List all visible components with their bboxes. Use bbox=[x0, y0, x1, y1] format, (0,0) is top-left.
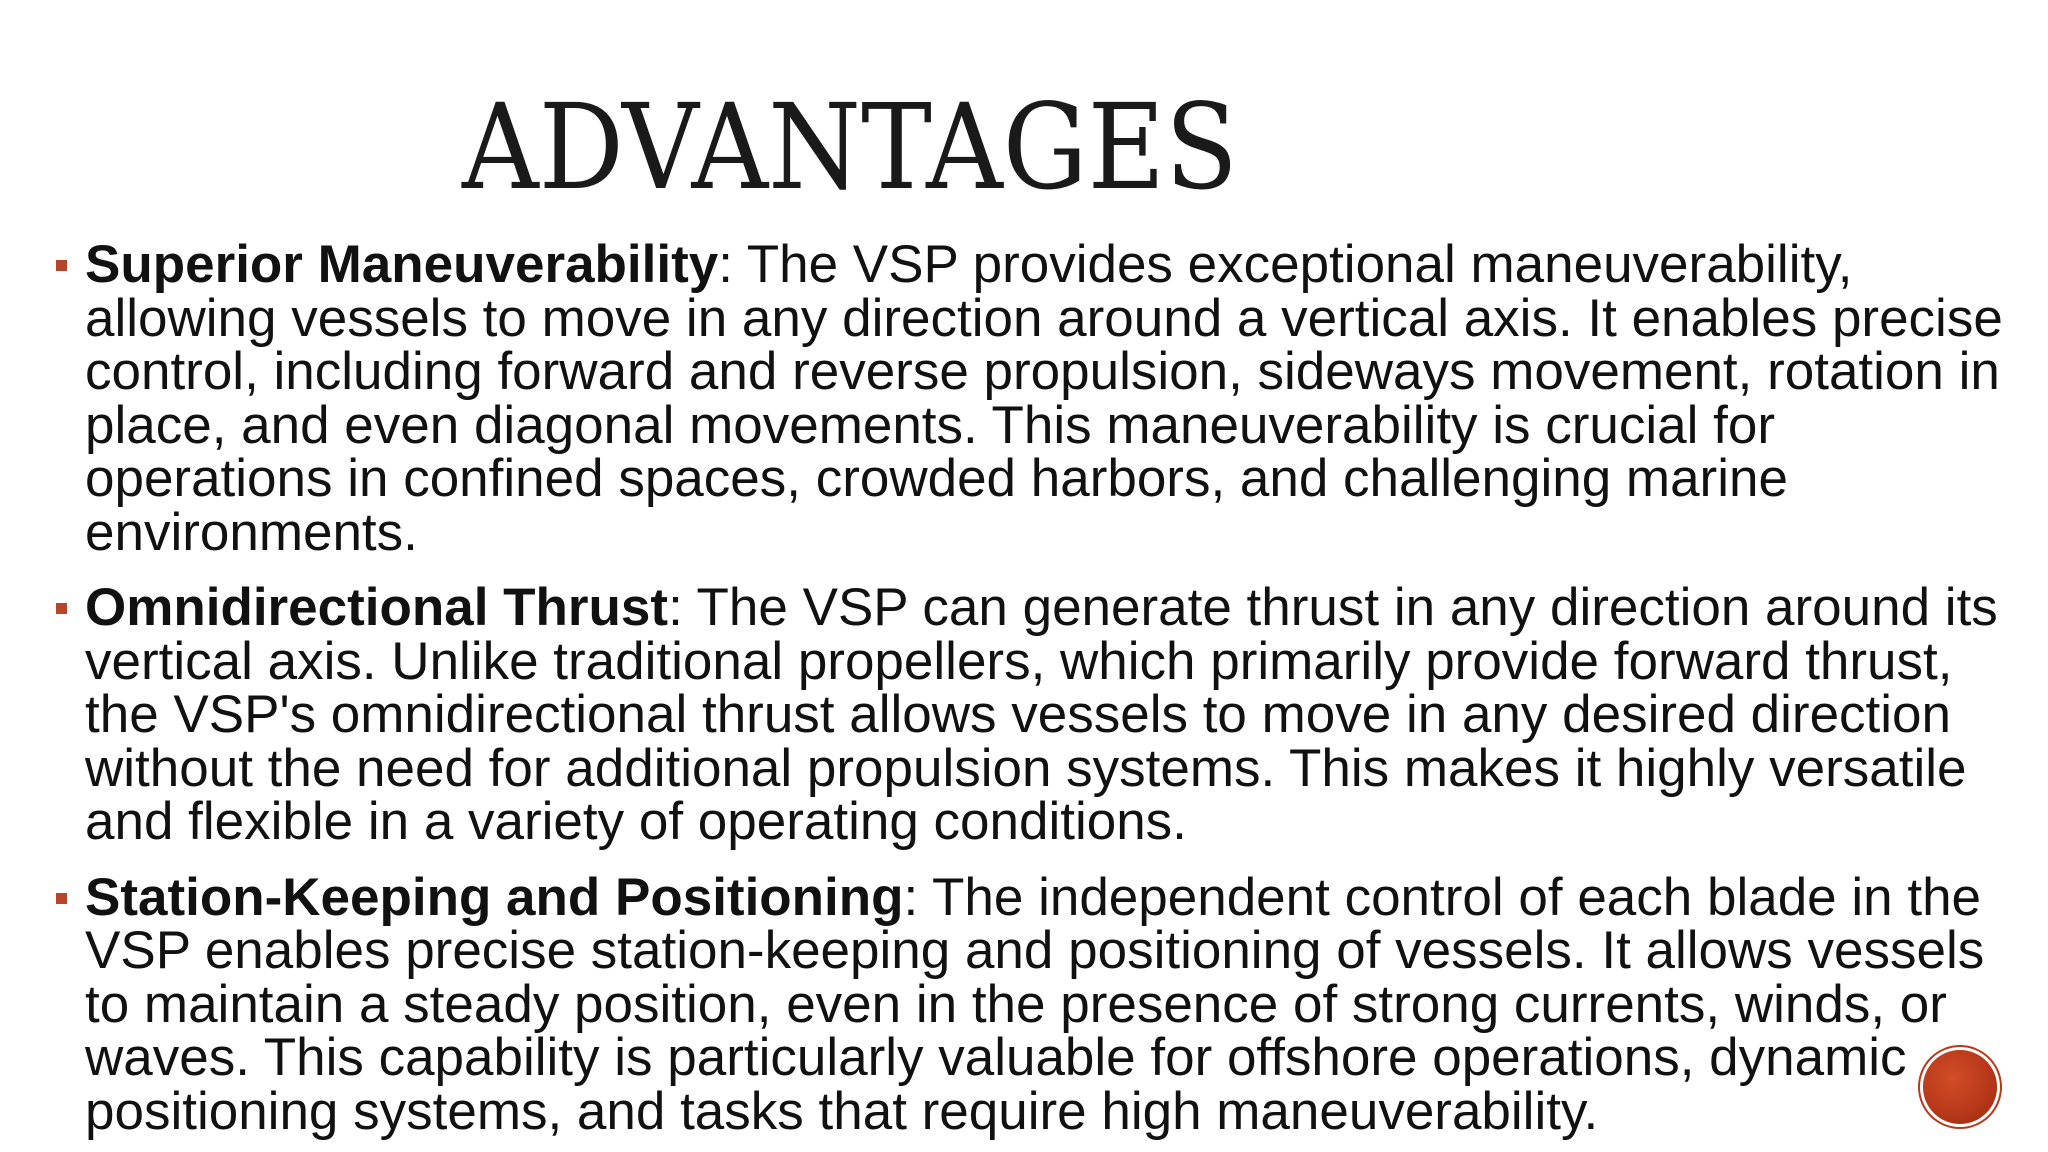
bullet-text bbox=[85, 235, 2003, 562]
bullet-heading: Superior Maneuverability bbox=[85, 235, 719, 294]
bullet-list bbox=[56, 235, 2031, 1152]
bullet-heading: Omnidirectional Thrust bbox=[85, 578, 669, 637]
square-bullet-icon bbox=[56, 260, 67, 271]
square-bullet-icon bbox=[56, 893, 67, 904]
bullet-item-station-keeping bbox=[56, 867, 2031, 1141]
red-circle-nav-icon[interactable] bbox=[1923, 1050, 1997, 1124]
bullet-heading: Station-Keeping and Positioning bbox=[85, 867, 904, 927]
square-bullet-icon bbox=[56, 603, 67, 614]
bullet-text bbox=[85, 868, 1984, 1141]
slide-title: ADVANTAGES bbox=[462, 78, 1238, 216]
bullet-body: : The independent control of each blade in the VSP enables precise station-keeping and positioning of vessels. It allows vessels to maintain a steady position, even in the presence of strong currents, winds, or waves. This capability is particularly valuable for offshore operations, dynamic positioning systems, and tasks that require high maneuverability. bbox=[85, 867, 1985, 1141]
bullet-text bbox=[85, 578, 1998, 851]
bullet-item-omnidirectional-thrust bbox=[56, 578, 2031, 851]
bullet-body: : The VSP can generate thrust in any direction around its vertical axis. Unlike traditional propellers, which primarily provide forward thrust, the VSP's omnidirectional thrust allows vessels to move in any desired direction without the need for additional propulsion systems. This makes it highly versatile and flexible in a variety of operating conditions. bbox=[85, 578, 1998, 851]
bullet-body: : The VSP provides exceptional maneuverability, allowing vessels to move in any direction around a vertical axis. It enables precise control, including forward and reverse propulsion, sideways movement, rotation in place, and even diagonal movements. This maneuverability is crucial for operations in confined spaces, crowded harbors, and challenging marine environments. bbox=[85, 235, 2003, 562]
bullet-item-superior-maneuverability bbox=[56, 235, 2031, 562]
